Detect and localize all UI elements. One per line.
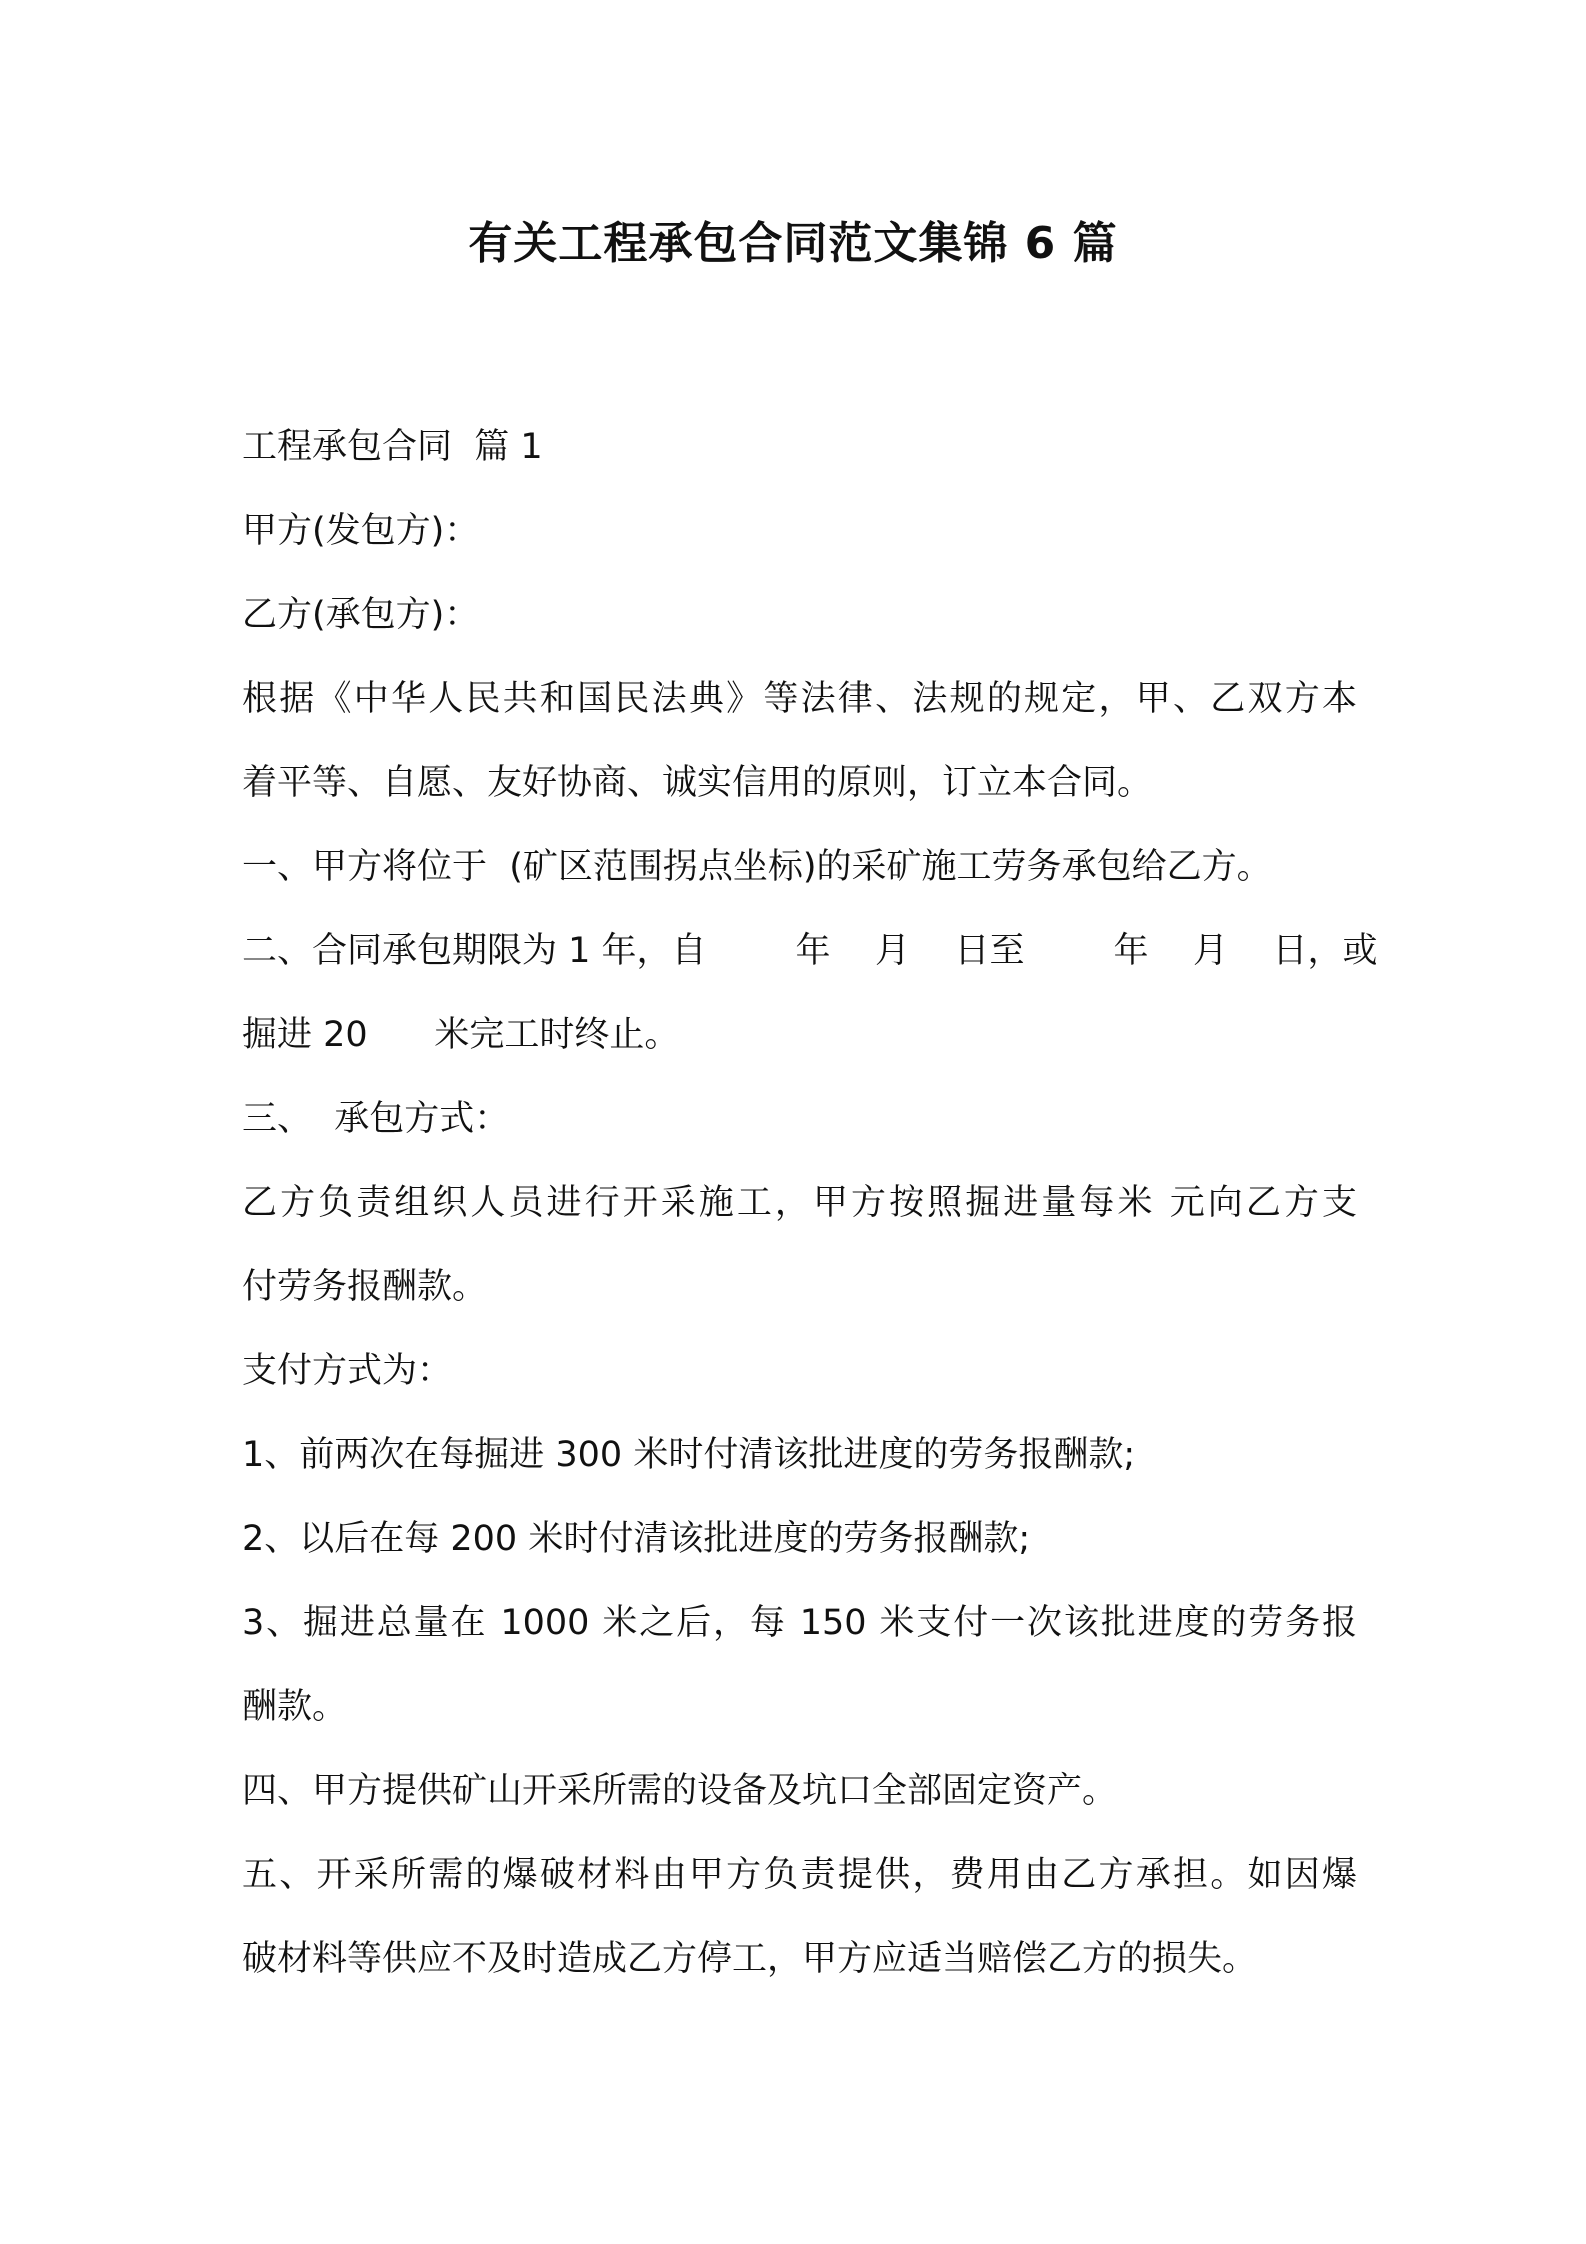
section-heading: 工程承包合同 篇 1 xyxy=(242,427,543,467)
clause-1: 一、甲方将位于 (矿区范围拐点坐标)的采矿施工劳务承包给乙方。 xyxy=(242,847,1272,887)
clause-4: 四、甲方提供矿山开采所需的设备及坑口全部固定资产。 xyxy=(242,1771,1118,1811)
paragraph-line: 乙方负责组织人员进行开采施工，甲方按照掘进量每米 元向乙方支 xyxy=(242,1183,1357,1223)
paragraph-line: 掘进 20 米完工时终止。 xyxy=(242,1015,680,1055)
payment-item-2: 2、以后在每 200 米时付清该批进度的劳务报酬款; xyxy=(242,1519,1031,1559)
paragraph-line: 付劳务报酬款。 xyxy=(242,1267,488,1307)
payment-item-1: 1、前两次在每掘进 300 米时付清该批进度的劳务报酬款; xyxy=(242,1435,1136,1475)
party-b-line: 乙方(承包方)： xyxy=(242,595,480,635)
clause-5: 五、开采所需的爆破材料由甲方负责提供，费用由乙方承担。如因爆 xyxy=(242,1855,1357,1895)
paragraph-line: 着平等、自愿、友好协商、诚实信用的原则，订立本合同。 xyxy=(242,763,1153,803)
clause-3: 三、 承包方式： xyxy=(242,1099,510,1139)
party-a-line: 甲方(发包方)： xyxy=(242,511,480,551)
paragraph-line: 根据《中华人民共和国民法典》等法律、法规的规定，甲、乙双方本 xyxy=(242,679,1357,719)
document-title: 有关工程承包合同范文集锦 6 篇 xyxy=(468,218,1118,269)
payment-heading: 支付方式为： xyxy=(242,1351,453,1391)
paragraph-line: 酬款。 xyxy=(242,1687,348,1727)
clause-2: 二、合同承包期限为 1 年，自 年 月 日至 年 月 日，或 xyxy=(242,931,1378,971)
document-body xyxy=(242,405,1378,2001)
payment-item-3: 3、掘进总量在 1000 米之后，每 150 米支付一次该批进度的劳务报 xyxy=(242,1603,1357,1643)
paragraph-line: 破材料等供应不及时造成乙方停工，甲方应适当赔偿乙方的损失。 xyxy=(242,1939,1258,1979)
